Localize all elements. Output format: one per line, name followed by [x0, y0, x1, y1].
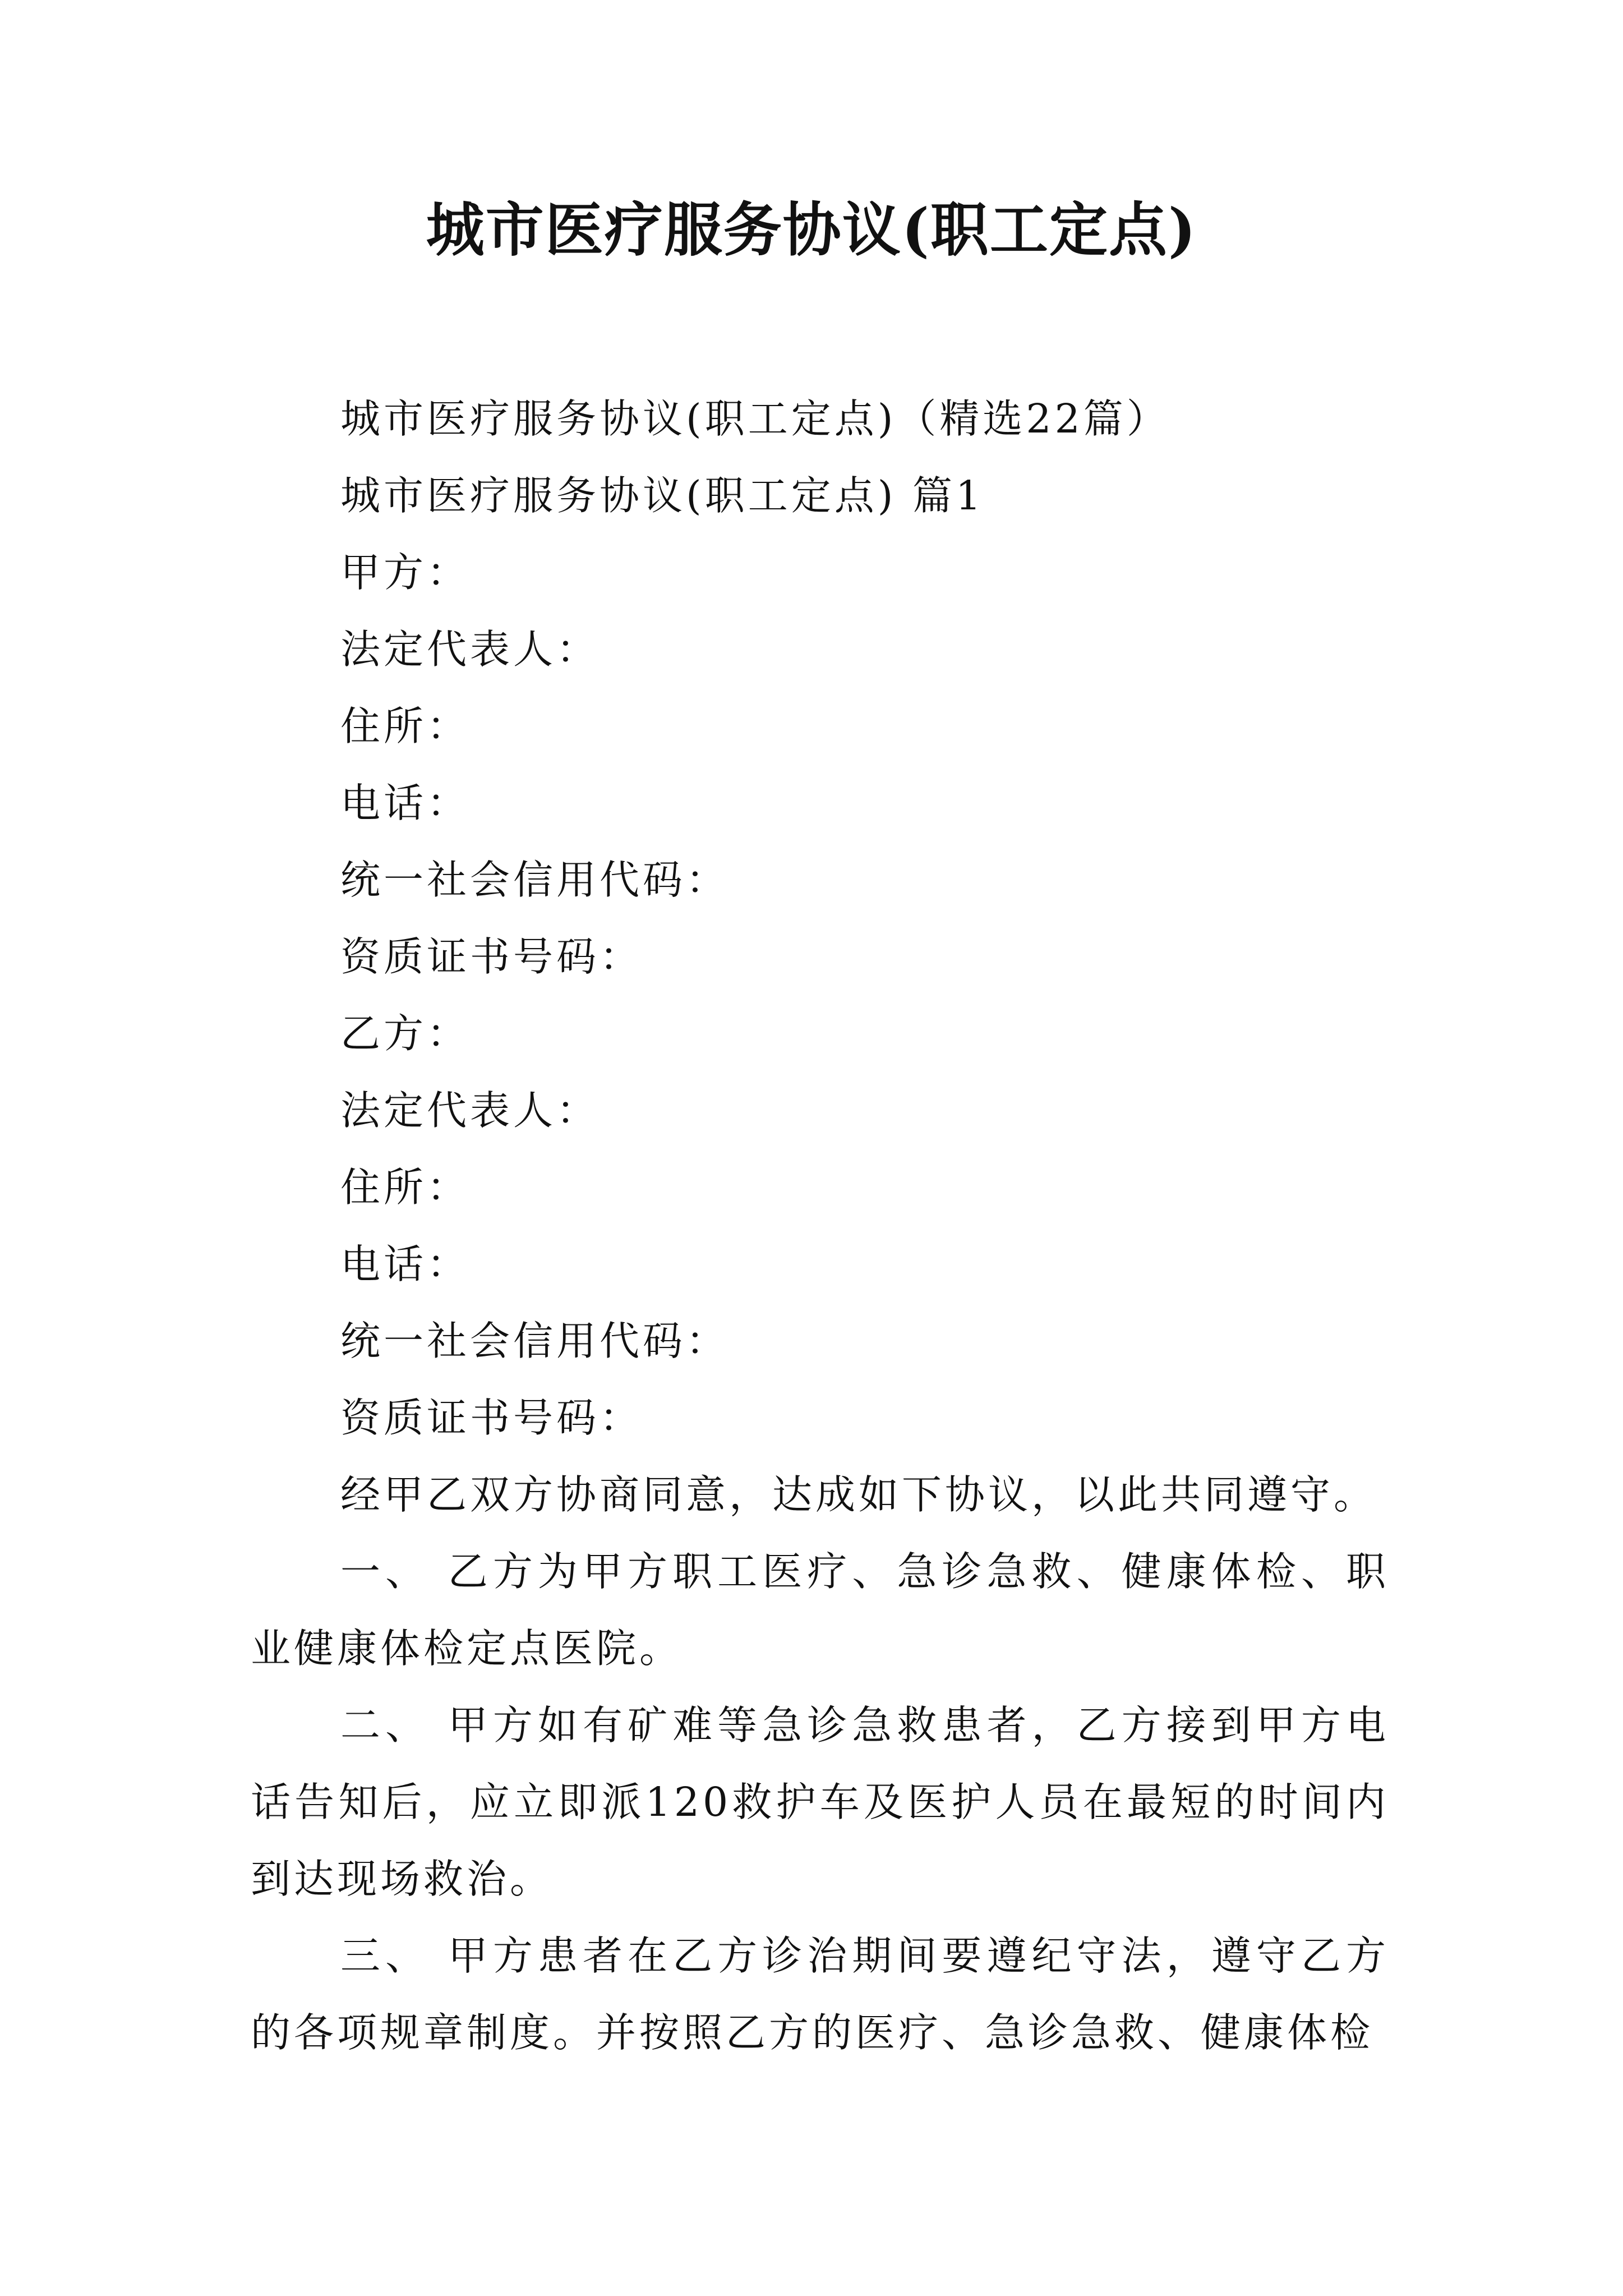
party-a-address: 住所： — [340, 703, 471, 749]
party-b-legal-representative: 法定代表人： — [340, 1087, 600, 1134]
party-a-phone: 电话： — [340, 780, 471, 826]
party-a-credit-code: 统一社会信用代码： — [340, 857, 730, 903]
party-a-certificate-number: 资质证书号码： — [340, 933, 643, 980]
party-a-legal-representative: 法定代表人： — [340, 626, 600, 673]
party-b-phone: 电话： — [340, 1241, 471, 1287]
clause-3-paragraph: 三、 甲方患者在乙方诊治期间要遵纪守法，遵守乙方的各项规章制度。并按照乙方的医疗、急诊急救、健康体检 — [251, 1932, 1389, 2056]
document-title: 城市医疗服务协议(职工定点) — [426, 195, 1197, 264]
section-heading: 城市医疗服务协议(职工定点) 篇1 — [340, 472, 985, 519]
party-a-label: 甲方： — [340, 549, 471, 596]
party-b-credit-code: 统一社会信用代码： — [340, 1318, 730, 1364]
agreement-intro-paragraph: 经甲乙双方协商同意，达成如下协议，以此共同遵守。 — [340, 1471, 1377, 1518]
party-b-address: 住所： — [340, 1164, 471, 1211]
clause-2-paragraph: 二、 甲方如有矿难等急诊急救患者，乙方接到甲方电话告知后，应立即派120救护车及医护人员在最短的时间内到达现场救治。 — [251, 1702, 1389, 1902]
document-body — [251, 380, 1389, 2071]
party-b-certificate-number: 资质证书号码： — [340, 1395, 643, 1441]
party-b-label: 乙方： — [340, 1010, 471, 1057]
clause-1-paragraph: 一、 乙方为甲方职工医疗、急诊急救、健康体检、职业健康体检定点医院。 — [251, 1548, 1389, 1672]
document-subtitle: 城市医疗服务协议(职工定点)（精选22篇） — [340, 395, 1170, 442]
